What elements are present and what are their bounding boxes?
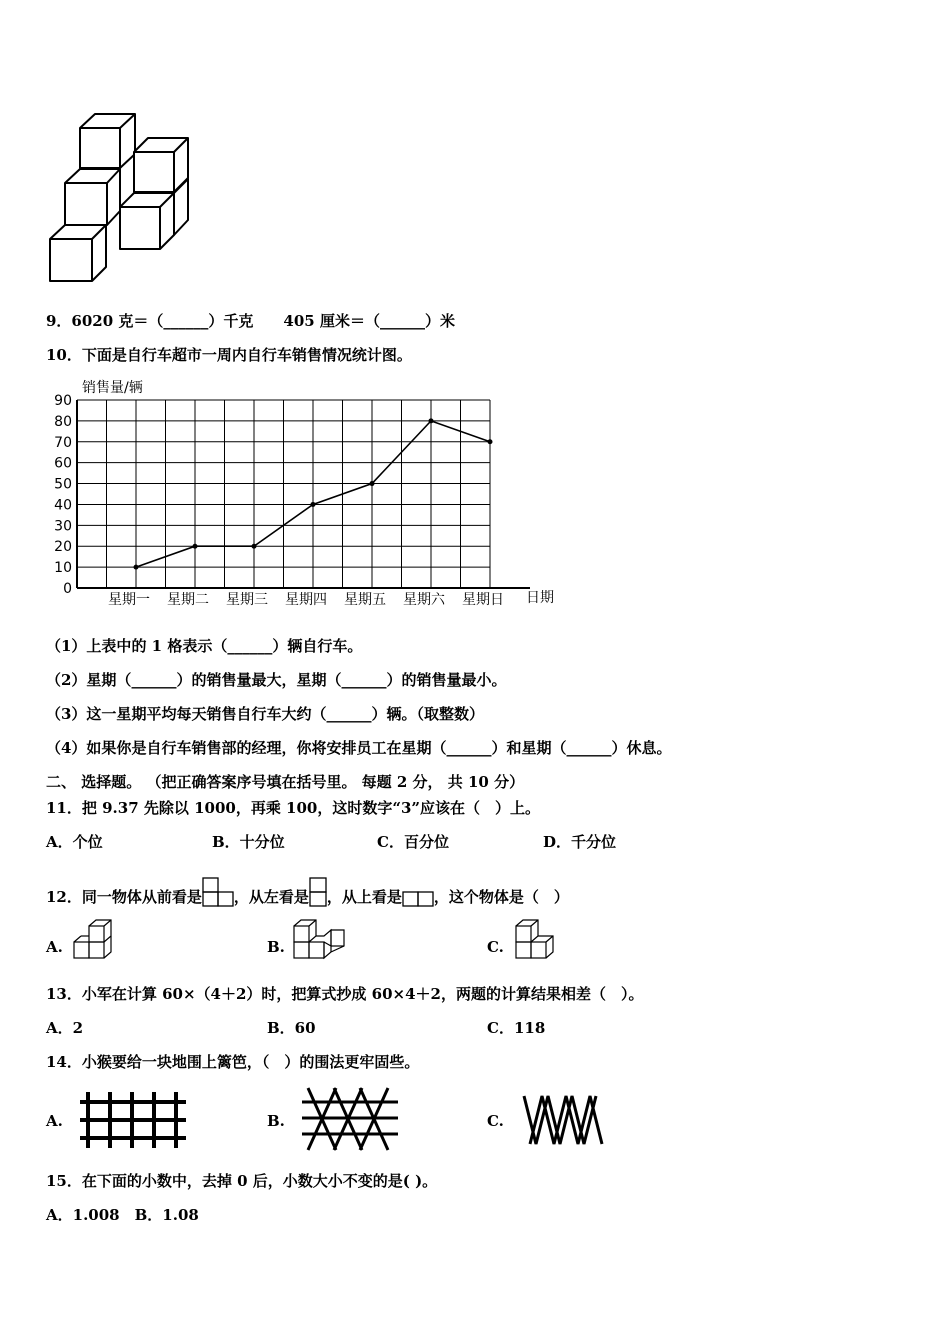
q12-text-top: ，从上看是 <box>326 888 402 906</box>
cube-stack-figure <box>40 108 200 288</box>
q13-option-a[interactable]: A．2 <box>46 1019 84 1037</box>
q15-options[interactable]: A．1.008 B．1.08 <box>46 1206 199 1224</box>
q12-text-end: ，这个物体是（ ） <box>433 888 569 906</box>
sales-line-chart <box>40 372 580 612</box>
x-category-label: 星期五 <box>344 592 386 608</box>
data-point <box>252 544 257 549</box>
question-14: 14．小猴要给一块地围上篱笆，（ ）的围法更牢固些。 <box>46 1053 420 1071</box>
q12-option-a-figure <box>72 918 118 962</box>
q14-option-b[interactable]: B. <box>267 1112 285 1130</box>
y-tick-label: 50 <box>54 476 72 493</box>
y-tick-label: 40 <box>54 497 72 514</box>
x-category-label: 星期日 <box>462 592 504 608</box>
top-view-icon <box>402 891 434 907</box>
x-category-label: 星期四 <box>285 592 327 608</box>
y-tick-label: 80 <box>54 413 72 430</box>
question-10-sub1: （1）上表中的 1 格表示（______）辆自行车。 <box>46 637 363 655</box>
y-tick-label: 60 <box>54 455 72 472</box>
q11-option-c[interactable]: C．百分位 <box>377 833 449 851</box>
left-view-icon <box>309 877 327 907</box>
q12-option-c-figure <box>514 918 560 962</box>
section-2-heading: 二、 选择题。 （把正确答案序号填在括号里。 每题 2 分， 共 10 分） <box>46 773 525 791</box>
y-tick-label: 20 <box>54 539 72 556</box>
data-point <box>429 418 434 423</box>
q13-option-c[interactable]: C．118 <box>487 1019 546 1037</box>
question-9: 9．6020 克＝（______）千克 405 厘米＝（______）米 <box>46 312 455 330</box>
question-10-title: 10．下面是自行车超市一周内自行车销售情况统计图。 <box>46 346 412 364</box>
question-10-sub3: （3）这一星期平均每天销售自行车大约（______）辆。（取整数） <box>46 705 484 723</box>
data-point <box>370 481 375 486</box>
question-11: 11．把 9.37 先除以 1000，再乘 100，这时数字“3”应该在（ ）上。 <box>46 799 541 817</box>
y-tick-label: 70 <box>54 434 72 451</box>
q14-option-c[interactable]: C. <box>487 1112 504 1130</box>
data-point <box>488 439 493 444</box>
data-point <box>193 544 198 549</box>
y-tick-label: 10 <box>54 560 72 577</box>
x-axis-label: 日期 <box>526 590 554 606</box>
question-10-sub2: （2）星期（______）的销售量最大，星期（______）的销售量最小。 <box>46 671 507 689</box>
q12-text-front: 12．同一物体从前看是 <box>46 888 202 906</box>
question-12 <box>46 877 569 907</box>
data-point <box>134 565 139 570</box>
q12-option-c[interactable]: C. <box>487 938 504 956</box>
data-point <box>311 502 316 507</box>
y-tick-label: 30 <box>54 518 72 535</box>
q13-option-b[interactable]: B．60 <box>267 1019 316 1037</box>
q12-option-b[interactable]: B. <box>267 938 285 956</box>
q12-option-b-figure <box>292 918 348 962</box>
y-axis-label: 销售量/辆 <box>82 380 143 396</box>
x-category-label: 星期二 <box>167 592 209 608</box>
fence-grid-icon <box>80 1092 186 1148</box>
front-view-icon <box>202 877 234 907</box>
question-10-sub4: （4）如果你是自行车销售部的经理，你将安排员工在星期（______）和星期（______）休息。 <box>46 739 672 757</box>
question-13: 13．小军在计算 60×（4＋2）时，把算式抄成 60×4＋2，两题的计算结果相差（ ）。 <box>46 985 644 1003</box>
question-15: 15．在下面的小数中，去掉 0 后，小数大小不变的是( )。 <box>46 1172 438 1190</box>
x-category-label: 星期一 <box>108 592 150 608</box>
q11-option-d[interactable]: D．千分位 <box>543 833 617 851</box>
y-tick-label: 0 <box>63 581 72 597</box>
q14-option-a[interactable]: A. <box>46 1112 63 1130</box>
x-category-label: 星期三 <box>226 592 268 608</box>
q11-option-a[interactable]: A．个位 <box>46 833 103 851</box>
q12-option-a[interactable]: A. <box>46 938 63 956</box>
y-tick-label: 90 <box>54 393 72 409</box>
fence-crisscross-icon <box>522 1094 604 1146</box>
q12-text-left: ，从左看是 <box>233 888 309 906</box>
x-category-label: 星期六 <box>403 592 445 608</box>
fence-cross-lines-icon <box>300 1088 400 1150</box>
q11-option-b[interactable]: B．十分位 <box>212 833 285 851</box>
